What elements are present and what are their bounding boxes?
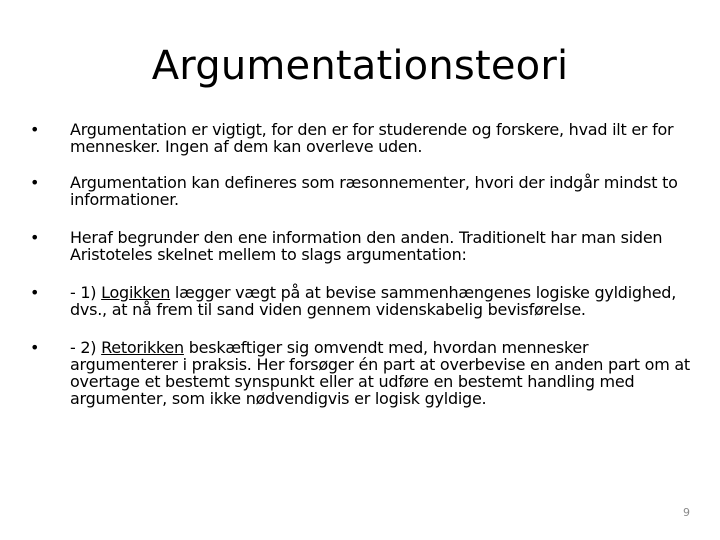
term-retorikken: Retorikken <box>101 338 184 357</box>
bullet-item-2 <box>30 174 690 208</box>
bullet-text-3: Heraf begrunder den ene information den anden. Traditionelt har man siden Aristoteles skelnet mellem to slags argumentation: <box>70 228 663 264</box>
bullet-text-4: lægger vægt på at bevise sammenhængenes logiske gyldighed, dvs., at nå frem til sand viden gennem videnskabelig bevisførelse. <box>70 283 677 319</box>
page-number: 9 <box>683 506 690 519</box>
bullet-text-5: beskæftiger sig omvendt med, hvordan mennesker argumenterer i praksis. Her forsøger én part at overbevise en anden part om at overtage et bestemt synspunkt eller at udføre en bestemt handling med argumenter, som ikke nødvendigvis er logisk gyldige. <box>70 338 690 408</box>
bullet-icon: • <box>30 120 40 139</box>
term-logikken: Logikken <box>101 283 171 302</box>
bullet-prefix-5: - 2) <box>70 338 102 357</box>
bullet-icon: • <box>30 338 40 357</box>
bullet-item-3 <box>30 229 690 263</box>
bullet-prefix-4: - 1) <box>70 283 102 302</box>
bullet-item-1 <box>30 121 690 155</box>
bullet-list <box>30 121 690 428</box>
bullet-icon: • <box>30 283 40 302</box>
bullet-item-5 <box>30 339 690 407</box>
bullet-icon: • <box>30 173 40 192</box>
bullet-icon: • <box>30 228 40 247</box>
bullet-text-1: Argumentation er vigtigt, for den er for studerende og forskere, hvad ilt er for mennesker. Ingen af dem kan overleve uden. <box>70 120 674 156</box>
bullet-item-4 <box>30 284 690 318</box>
bullet-text-2: Argumentation kan defineres som ræsonnementer, hvori der indgår mindst to informationer. <box>70 173 678 209</box>
slide-title: Argumentationsteori <box>151 43 569 89</box>
